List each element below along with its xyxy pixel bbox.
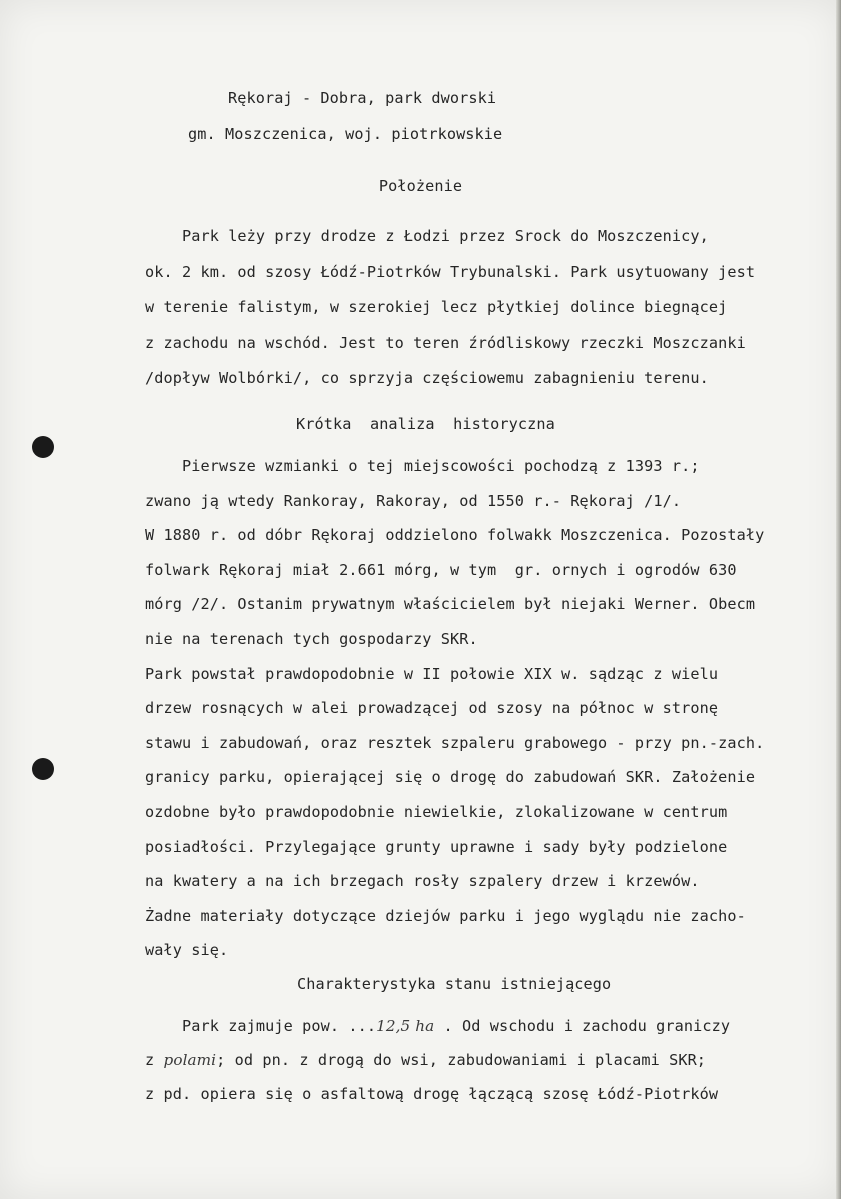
document-title: Rękoraj - Dobra, park dworski <box>228 89 497 107</box>
text-line: na kwatery a na ich brzegach rosły szpalery drzew i krzewów. <box>145 872 700 891</box>
handwritten-word: polami <box>163 1051 217 1069</box>
text-line: posiadłości. Przylegające grunty uprawne i sady były podzielone <box>145 837 728 856</box>
section-heading-history: Krótka analiza historyczna <box>296 415 555 433</box>
text-line: stawu i zabudowań, oraz resztek szpaleru grabowego - przy pn.-zach. <box>145 733 765 752</box>
text-line: z zachodu na wschód. Jest to teren źródliskowy rzeczki Moszczanki <box>145 333 746 352</box>
text-line: zwano ją wtedy Rankoray, Rakoray, od 1550 r.- Rękoraj /1/. <box>145 491 682 510</box>
text-line: z polami; od pn. z drogą do wsi, zabudowaniami i placami SKR; <box>145 1051 707 1069</box>
punch-hole <box>32 758 54 780</box>
text-line: folwark Rękoraj miał 2.661 mórg, w tym gr. ornych i ogrodów 630 <box>145 560 737 579</box>
text-line: Park powstał prawdopodobnie w II połowie XIX w. sądząc z wielu <box>145 664 719 683</box>
text-line: granicy parku, opierającej się o drogę do zabudowań SKR. Założenie <box>145 768 756 787</box>
text-line: w terenie falistym, w szerokiej lecz płytkiej dolince biegnącej <box>145 298 728 316</box>
text-line: wały się. <box>145 941 229 960</box>
text-line: Park zajmuje pow. ...12,5 ha . Od wschodu i zachodu graniczy <box>145 1017 731 1035</box>
text-line: /dopływ Wolbórki/, co sprzyja częściowemu zabagnieniu terenu. <box>145 369 709 387</box>
text-line: nie na terenach tych gospodarzy SKR. <box>145 630 478 648</box>
text-line: ok. 2 km. od szosy Łódź-Piotrków Trybunalski. Park usytuowany jest <box>145 262 756 281</box>
section-heading-location: Położenie <box>378 177 463 195</box>
text-line: Żadne materiały dotyczące dziejów parku i jego wyglądu nie zacho- <box>145 906 746 925</box>
handwritten-area: 12,5 ha <box>376 1017 435 1035</box>
text-line: Park leży przy drodze z Łodzi przez Srock do Moszczenicy, <box>145 227 709 245</box>
text-line: Pierwsze wzmianki o tej miejscowości pochodzą z 1393 r.; <box>145 457 700 475</box>
punch-hole <box>32 436 54 458</box>
section-heading-current-state: Charakterystyka stanu istniejącego <box>297 975 612 993</box>
text-line: z pd. opiera się o asfaltową drogę łączącą szosę Łódź-Piotrków <box>145 1085 719 1103</box>
text-line: mórg /2/. Ostanim prywatnym właścicielem był niejaki Werner. Obecm <box>145 595 756 614</box>
text-line: ozdobne było prawdopodobnie niewielkie, zlokalizowane w centrum <box>145 803 728 821</box>
document-location: gm. Moszczenica, woj. piotrkowskie <box>188 125 503 143</box>
text-line: drzew rosnących w alei prowadzącej od szosy na północ w stronę <box>145 699 719 718</box>
text-line: W 1880 r. od dóbr Rękoraj oddzielono folwakk Moszczenica. Pozostały <box>145 526 765 545</box>
